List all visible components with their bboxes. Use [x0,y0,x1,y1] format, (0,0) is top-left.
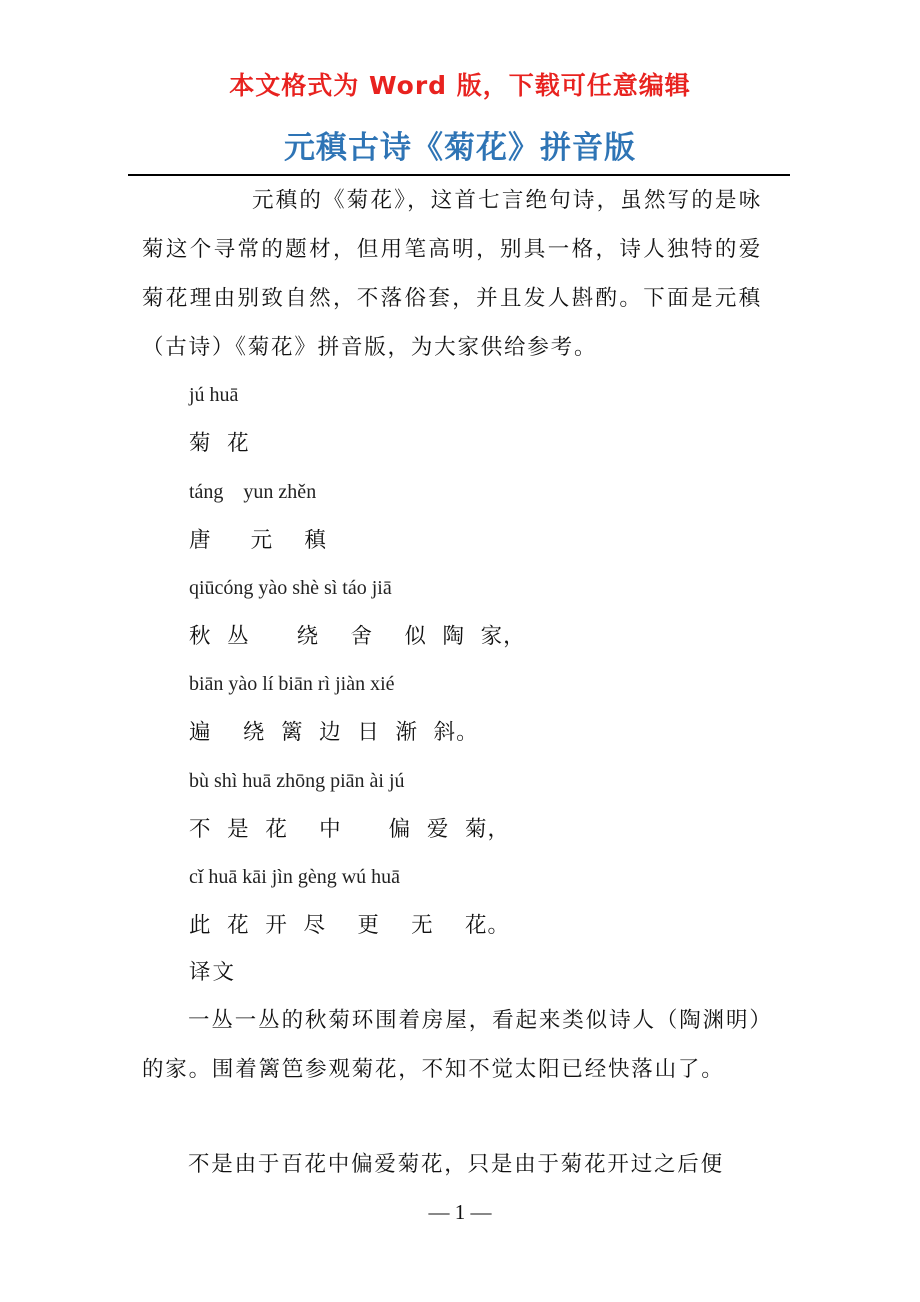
poem-line3-hanzi: 不 是 花 中 偏 爱 菊， [189,817,511,842]
poem-line4-hanzi: 此 花 开 尽 更 无 花。 [189,913,511,938]
poem-title-hanzi: 菊 花 [189,431,250,456]
poem-line4-pinyin: cǐ huā kāi jìn gèng wú huā [189,866,401,888]
poem-line2-hanzi: 遍 绕 篱 边 日 渐 斜。 [189,720,479,745]
page-number: — 1 — [428,1200,492,1224]
poem-line1-hanzi: 秋 丛 绕 舍 似 陶 家， [189,624,526,649]
poem-title-pinyin: jú huā [189,384,239,406]
translation-paragraph-2: 不是由于百花中偏爱菊花，只是由于菊花开过之后便 [188,1152,724,1177]
poem-author-hanzi: 唐 元 稹 [189,528,328,553]
document-title: 元稹古诗《菊花》拼音版 [284,130,636,166]
poem-line2-pinyin: biān yào lí biān rì jiàn xié [189,673,395,695]
poem-line3-pinyin: bù shì huā zhōng piān ài jú [189,770,405,792]
translation-heading: 译文 [189,960,237,985]
poem-line1-pinyin: qiūcóng yào shè sì táo jiā [189,577,392,599]
poem-author-pinyin: táng yun zhěn [189,481,317,503]
translation-paragraph-1: 一丛一丛的秋菊环围着房屋，看起来类似诗人（陶渊明）的家。围着篱笆参观菊花，不知不觉太阳已经快落山了。 [142,1008,762,1082]
format-notice-banner: 本文格式为 Word 版，下载可任意编辑 [229,71,691,100]
intro-paragraph: 元稹的《菊花》，这首七言绝句诗，虽然写的是咏菊这个寻常的题材，但用笔高明，别具一格，诗人独特的爱菊花理由别致自然，不落俗套，并且发人斟酌。下面是元稹（古诗）《菊花》拼音版，为大家供给参考。 [142,188,762,360]
